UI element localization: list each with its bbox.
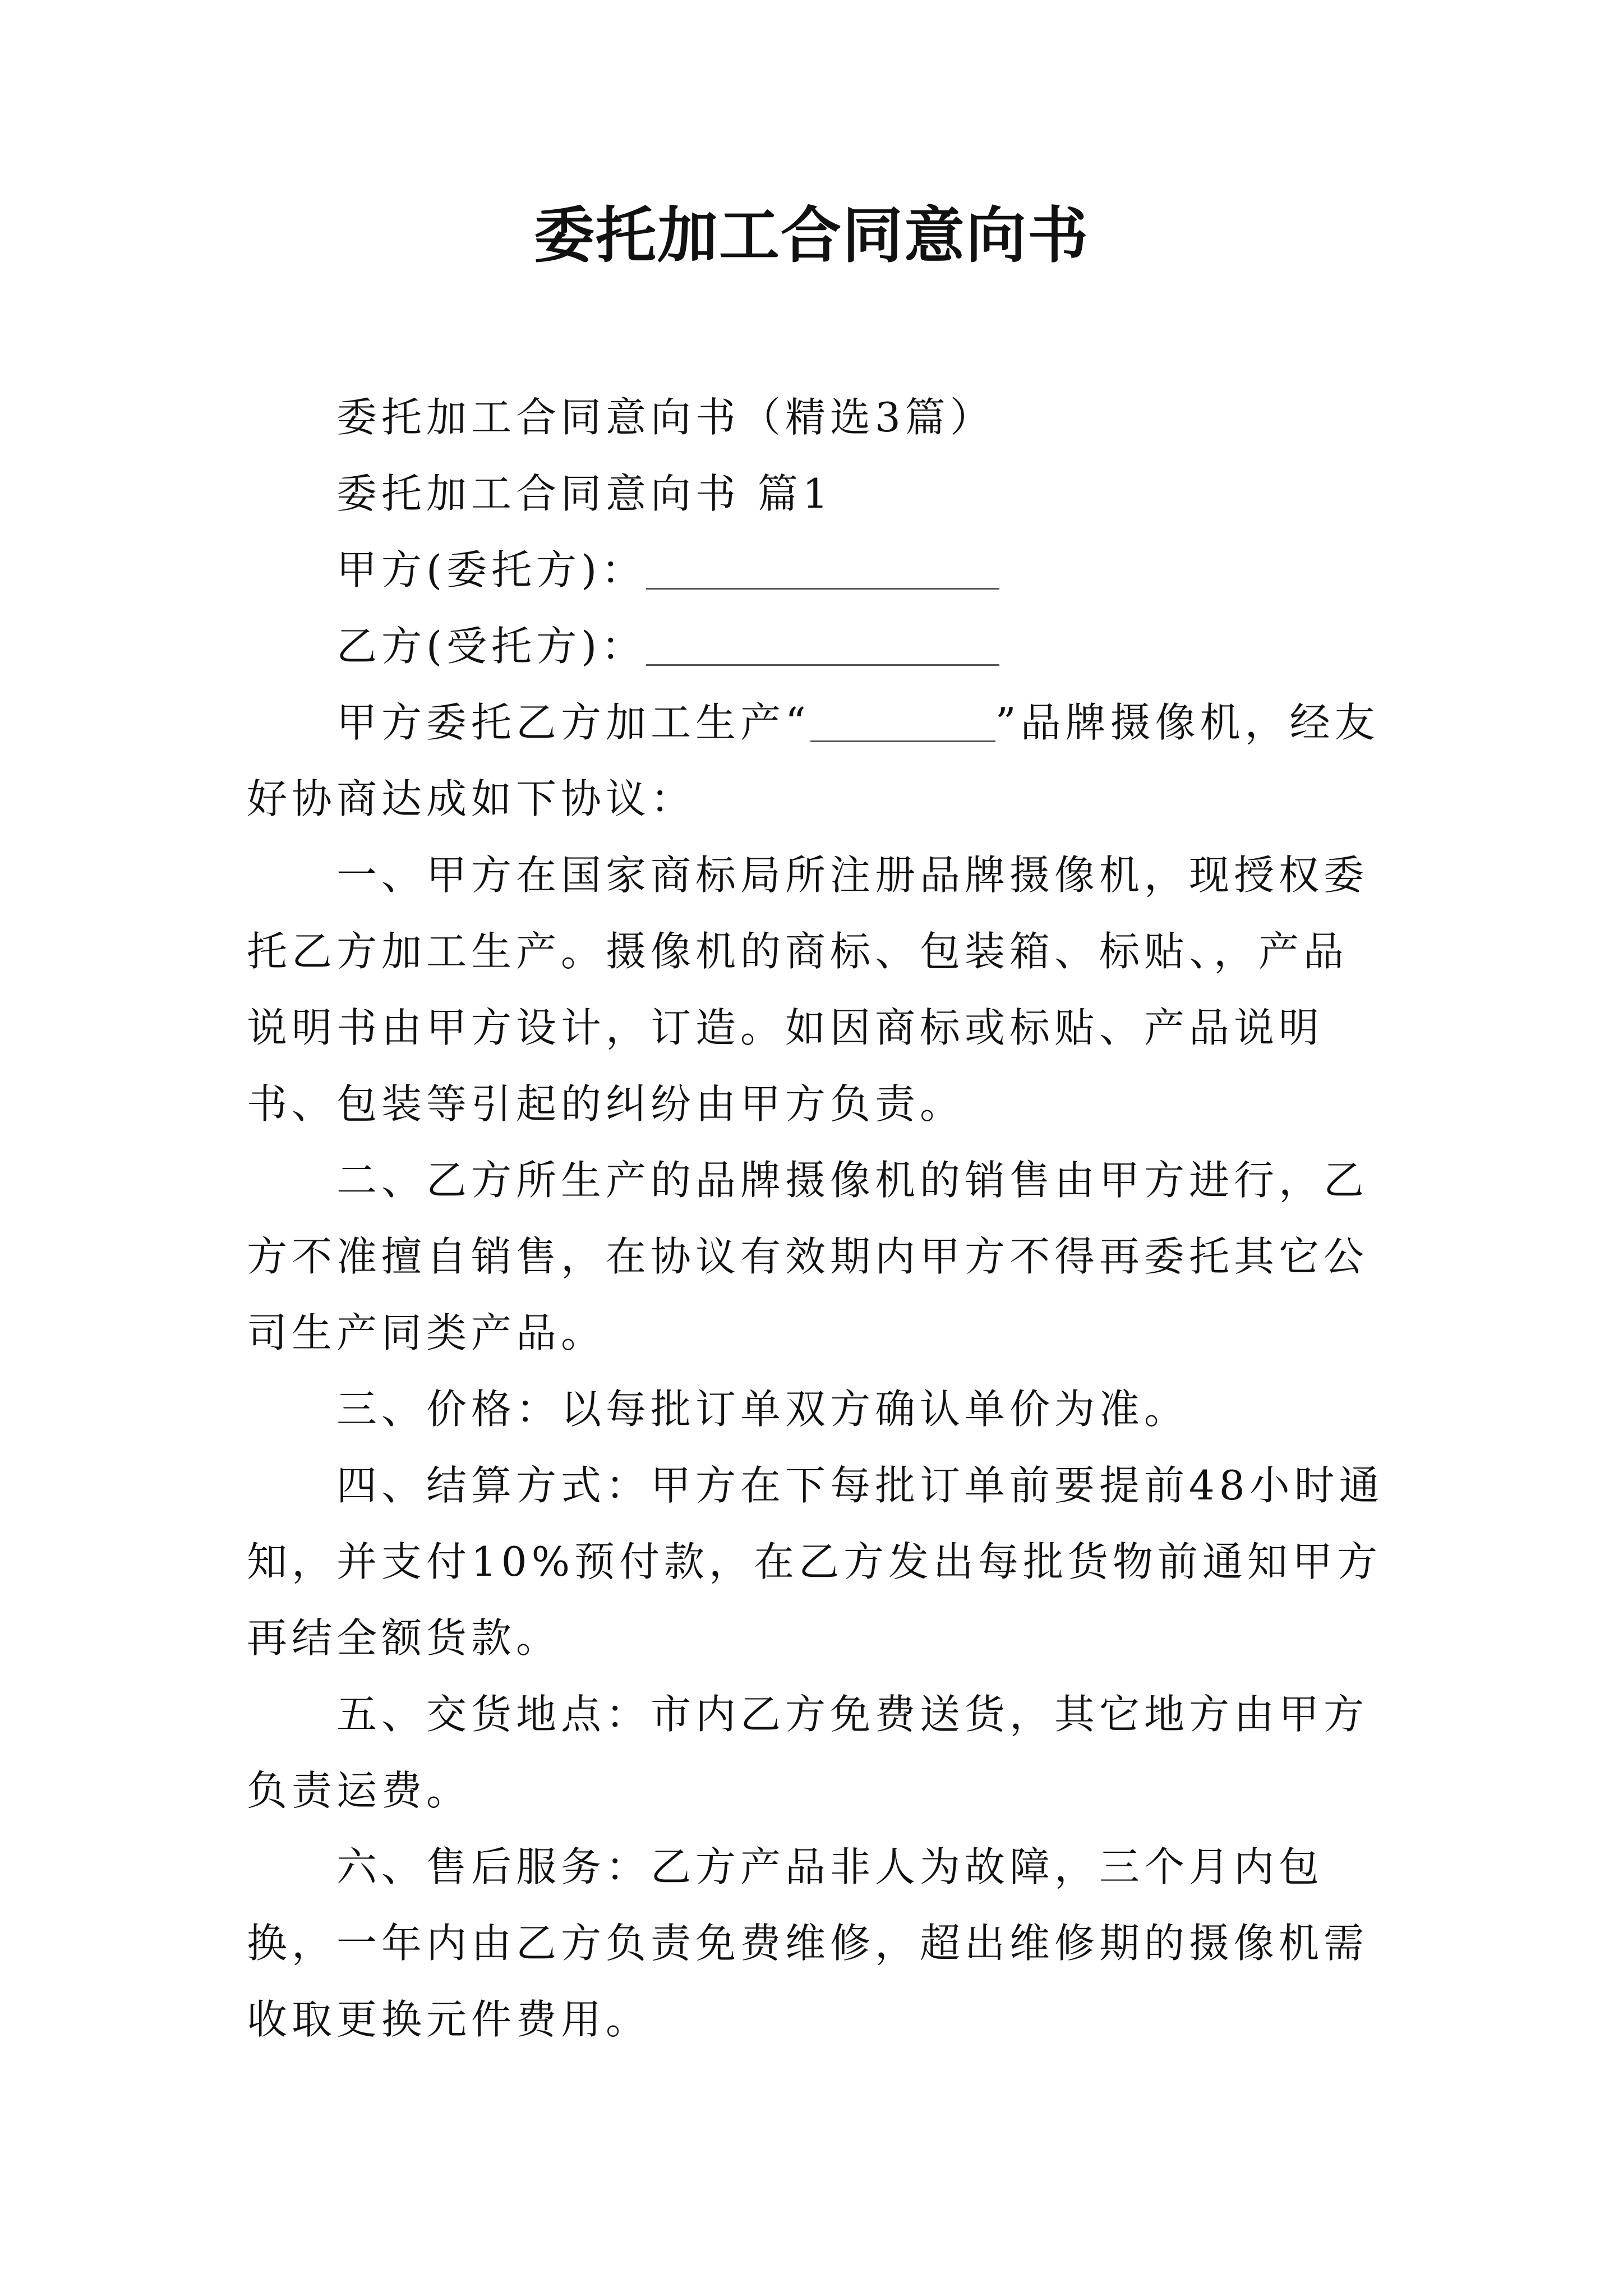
clause-1: 一、甲方在国家商标局所注册品牌摄像机，现授权委托乙方加工生产。摄像机的商标、包装箱、标贴、，产品说明书由甲方设计，订造。如因商标或标贴、产品说明书、包装等引起的纠纷由甲方负责。 bbox=[247, 852, 1369, 1128]
clause-6: 六、售后服务：乙方产品非人为故障，三个月内包换，一年内由乙方负责免费维修，超出维修期的摄像机需收取更换元件费用。 bbox=[247, 1843, 1369, 2043]
clause-2: 二、乙方所生产的品牌摄像机的销售由甲方进行，乙方不准擅自销售，在协议有效期内甲方不得再委托其它公司生产同类产品。 bbox=[247, 1157, 1369, 1356]
party-a-label: 甲方(委托方)： bbox=[336, 546, 647, 593]
party-b-line bbox=[247, 608, 1391, 684]
clause-3: 三、价格：以每批订单双方确认单价为准。 bbox=[336, 1386, 1189, 1433]
party-b-label: 乙方(受托方)： bbox=[336, 623, 647, 670]
document-body bbox=[247, 379, 1391, 2058]
party-a-line bbox=[247, 532, 1391, 608]
document-title: 委托加工合同意向书 bbox=[533, 200, 1089, 271]
intro-paragraph bbox=[247, 684, 1391, 837]
party-a-blank bbox=[646, 549, 999, 590]
clause-5: 五、交货地点：市内乙方免费送货，其它地方由甲方负责运费。 bbox=[247, 1691, 1369, 1814]
clause-4: 四、结算方式：甲方在下每批订单前要提前48小时通知，并支付10%预付款，在乙方发出每批货物前通知甲方再结全额货款。 bbox=[247, 1462, 1384, 1662]
brand-blank bbox=[810, 701, 995, 742]
intro-after-blank: ”品牌摄像机，经友好协商达成如下协议： bbox=[247, 699, 1380, 822]
subtitle: 委托加工合同意向书（精选3篇） bbox=[336, 394, 995, 441]
intro-before-blank: 甲方委托乙方加工生产“ bbox=[336, 699, 810, 746]
party-b-blank bbox=[646, 625, 999, 666]
section-heading: 委托加工合同意向书 篇1 bbox=[336, 470, 833, 517]
